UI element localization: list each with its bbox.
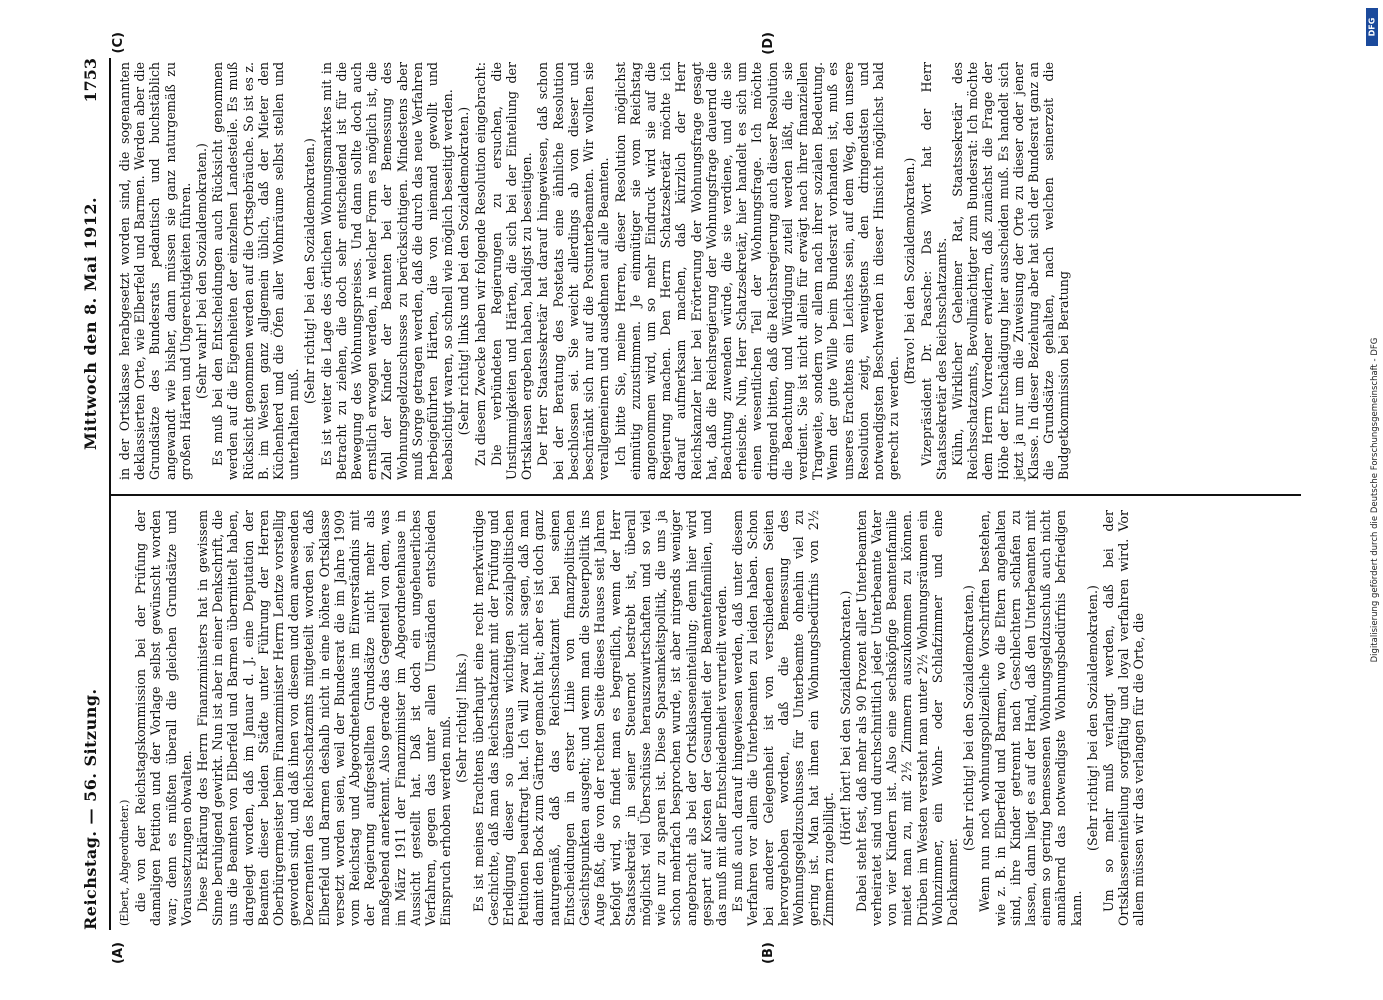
paragraph: Es ist meines Erachtens überhaupt eine recht merkwürdige Geschichte, daß man das Reichsschatzamt mit der Prüfung und Erledigung dieser so überaus wichtigen sozialpolitischen Petitionen beauftragt hat. Ich will zwar nicht sagen, daß man damit den Bock zum Gärtner gemacht hat; aber es ist doch ganz naturgemäß, daß das Reichsschatzamt bei seinen Entscheidungen in erster Linie von finanzpolitischen Gesichtspunkten ausgeht; und wenn man die Steuerpolitik ins Auge faßt, die von der rechten Seite dieses Hauses seit Jahren befolgt wird, so findet man es begreiflich, wenn der Herr Staatssekretär in seiner Steuernot bestrebt ist, überall möglichst viel Überschüsse herauszuwirtschaften und so viel wie nur zu sparen ist. Diese Sparsamkeitspolitik, die uns ja schon mehrfach besprochen wurde, ist aber nirgends weniger angebracht als bei der Ortsklasseneinteilung; denn hier wird gespart auf Kosten der Gesundheit der Beamtenfamilien, und das muß mit aller Entschiedenheit verurteilt werden. — [470, 510, 729, 926]
interjection: (Sehr richtig! bei den Sozialdemokraten.) — [961, 585, 977, 851]
paragraph: die von der Reichstagskommission bei der Prüfung der damaligen Petition und der Vorlage selbst gewünscht worden war; denn es müßten überall die gleichen Grundsätze und Voraussetzungen obwalten. — [133, 510, 194, 926]
paragraph: Diese Erklärung des Herrn Finanzministers hat in gewissem Sinne beruhigend gewirkt. Nun ist aber in einer Denkschrift, die uns die Beamten von Elberfeld und Barmen übermittelt haben, dargelegt worden, daß im Januar d. J. eine Deputation der Beamten dieser beiden Städte unter Führung der Herren Oberbürgermeister beim Finanzminister Herrn Lentze vorstellig geworden sind, und daß ihnen von diesem und dem anwesenden Dezernenten des Reichsschatzamts mitgeteilt worden sei, daß Elberfeld und Barmen deshalb nicht in eine höhere Ortsklasse versetzt worden seien, weil der Bundesrat die im Jahre 1909 vom Reichstag und Abgeordnetenhaus im Einverständnis mit der Regierung aufgestellten Grundsätze nicht mehr als maßgebend anerkennt. Also gerade das Gegenteil von dem, was im März 1911 der Finanzminister im Abgeordnetenhause in Aussicht gestellt hat. Daß ist doch ein ungeheuerliches Verfahren, gegen das unter allen Umständen entschieden Einspruch erhoben werden muß. — [195, 510, 454, 926]
speaker-tag: (Ebert, Abgeordneter.) — [118, 799, 131, 926]
text-columns — [111, 58, 1301, 930]
right-column — [111, 58, 1301, 494]
paragraph: Ich bitte Sie, meine Herren, dieser Resolution möglichst einmütig zuzustimmen. Je einmütiger sie vom Reichstag angenommen wird, um so mehr Eindruck wird sie auf die Regierung machen. Den Herrn Schatzsekretär möchte ich darauf aufmerksam machen, daß kürzlich der Herr Reichskanzler hier bei Erörterung der Wohnungsfrage gesagt hat, daß die Reichsregierung der Wohnungsfrage dauernd die Beachtung zuwenden würde, die sie verdiene, und die sie erheische. Nun, Herr Schatzsekretär, hier handelt es sich um einen wesentlichen Teil der Wohnungsfrage. Ich möchte dringend bitten, daß die Reichsregierung auch dieser Resolution die Beachtung und Würdigung zuteil werden läßt, die sie verdient. Sie ist nicht allein für erwägt nach ihrer finanziellen Tragweite, sondern vor allem nach ihrer sozialen Bedeutung. Wenn der gute Wille beim Bundesrat vorhanden ist, muß es unseres Erachtens ein Leichtes sein, auf dem Weg, den unsere Resolution zeigt, wenigstens den dringendsten und notwendigsten Beschwerden in dieser Hinsicht möglichst bald gerecht zu werden. — [612, 62, 902, 480]
paragraph: Wenn nun noch wohnungspolizeiliche Vorschriften bestehen, wie z. B. in Elberfeld und Barmen, wo die Eltern angehalten sind, ihre Kinder getrennt nach Geschlechtern schlafen zu lassen, dann liegt es auf der Hand, daß den Unterbeamten mit einem so gering bemessenen Wohnungsgeldzuschuß auch nicht annähernd das notwendigste Wohnungsbedürfnis befriedigen kann. — [977, 510, 1084, 926]
dfg-logo-text: DFG — [1367, 17, 1377, 37]
header-session: Reichstag. — 56. Sitzung. — [81, 688, 100, 930]
margin-marker-c: (C) — [111, 32, 126, 54]
interjection: (Sehr richtig! bei den Sozialdemokraten.) — [302, 138, 318, 404]
left-column — [111, 494, 1301, 930]
paragraph: Es muß bei den Entscheidungen auch Rücksicht genommen werden auf die Eigenheiten der einzelnen Landesteile. Es muß Rücksicht genommen werden auf die Ortsgebräuche. So ist es z. B. im Westen ganz allgemein üblich, daß der Mieter den Küchenherd und die Öfen aller Wohnräume selbst stellen und unterhalten muß. — [210, 62, 302, 480]
paragraph: in der Ortsklasse herabgesetzt worden sind, die sogenannten deklassierten Orte, wie Elberfeld und Barmen. Werden aber die Grundsätze des Bundesrats pedantisch und buchstäblich angewandt wie bisher, dann müssen sie ganz naturgemäß zu großen Härten und Ungerechtigkeiten führen. — [117, 62, 193, 480]
paragraph: Der Herr Staatssekretär hat darauf hingewiesen, daß schon bei der Beratung des Postetats eine ähnliche Resolution beschlossen sei. Sie weicht allerdings ab von dieser und beschränkt sich nur auf die Postunterbeamten. Wir wollten sie verallgemeinern und ausdehnen auf alle Beamten. — [535, 62, 612, 480]
interjection: (Hört! hört! bei den Sozialdemokraten.) — [837, 590, 853, 846]
paragraph: Es muß auch darauf hingewiesen werden, daß unter diesem Verfahren vor allem die Unterbeamten zu leiden haben. Schon bei anderer Gelegenheit ist von verschiedenen Seiten hervorgehoben worden, daß die Bemessung des Wohnungsgeldzuschusses für Unterbeamte ohnehin viel zu gering ist. Man hat ihnen ein Wohnungsbedürfnis von 2½ Zimmern zugebilligt. — [730, 510, 837, 926]
digitization-credit — [1368, 60, 1382, 940]
header-date: Mittwoch den 8. Mai 1912. — [81, 196, 100, 450]
paragraph: Es ist weiter die Lage des örtlichen Wohnungsmarktes mit in Betracht zu ziehen, die doch sehr entscheidend ist für die Bewegung des Wohnungspreises. Und dann sollte doch auch ernstlich erwogen werden, in welcher Form es möglich ist, die Zahl der Kinder der Beamten bei der Bemessung des Wohnungsgeldzuschusses zu berücksichtigen. Mindestens aber muß Sorge getragen werden, daß die durch das neue Verfahren herbeigeführten Härten, die von niemand gewollt und beabsichtigt waren, so schnell wie möglich beseitigt werden. — [318, 62, 456, 480]
dfg-logo — [1366, 8, 1378, 46]
margin-marker-a: (A) — [111, 942, 126, 964]
paragraph: Zu diesem Zwecke haben wir folgende Resolution eingebracht: — [472, 62, 488, 466]
interjection: (Sehr richtig! links und bei den Sozialdemokraten.) — [456, 106, 472, 436]
page-number: 1753 — [81, 58, 100, 103]
margin-marker-b: (B) — [761, 942, 776, 964]
paragraph: Vizepräsident Dr. Paasche: Das Wort hat der Herr Staatssekretär des Reichsschatzamts. — [918, 62, 949, 480]
paragraph: Kühn, Wirklicher Geheimer Rat, Staatssekretär des Reichsschatzamts, Bevollmächtigter zum Bundesrat: Ich möchte dem Herrn Vorredner erwidern, daß zunächst die Frage der Höhe der Entschädigung hier ausscheiden muß. Es handelt sich jetzt ja nur um die Zuweisung der Orte zu dieser oder jener Klasse. In dieser Beziehung aber hat sich der Bundesrat ganz an die Grundsätze gehalten, nach welchen seinerzeit die Budgetkommission bei Beratung — [949, 62, 1072, 480]
paragraph: Dabei steht fest, daß mehr als 90 Prozent aller Unterbeamten verheiratet sind und durchschnittlich jeder Unterbeamte Vater von vier Kindern ist. Also eine sechsköpfige Beamtenfamilie mietet man zu, mit 2½ Zimmern auszukommen zu können. Drüben im Westen versteht man unter 2½ Wohnungsräumen ein Wohnzimmer, ein Wohn- oder Schlafzimmer und eine Dachkammer. — [853, 510, 960, 926]
interjection: (Sehr richtig! bei den Sozialdemokraten.) — [1084, 585, 1100, 851]
paragraph: Um so mehr muß verlangt werden, daß bei der Ortsklasseneinteilung sorgfältig und loyal verfahren wird. Vor allem müssen wir das verlangen für die Orte, die — [1101, 510, 1147, 926]
resolution-text: Die verbündeten Regierungen zu ersuchen, die Unstimmigkeiten und Härten, die sich bei der Einteilung der Ortsklassen ergeben haben, baldigst zu beseitigen. — [488, 62, 535, 480]
digitization-credit-text: Digitalisierung gefördert durch die Deutsche Forschungsgemeinschaft - DFG — [1370, 337, 1380, 663]
rotated-page — [61, 30, 1321, 970]
interjection: (Bravo! bei den Sozialdemokraten.) — [902, 157, 918, 385]
margin-marker-d: (D) — [761, 32, 776, 55]
page-header — [75, 58, 111, 930]
interjection: (Sehr wahr! bei den Sozialdemokraten.) — [194, 143, 210, 399]
interjection: (Sehr richtig! links.) — [454, 653, 470, 783]
